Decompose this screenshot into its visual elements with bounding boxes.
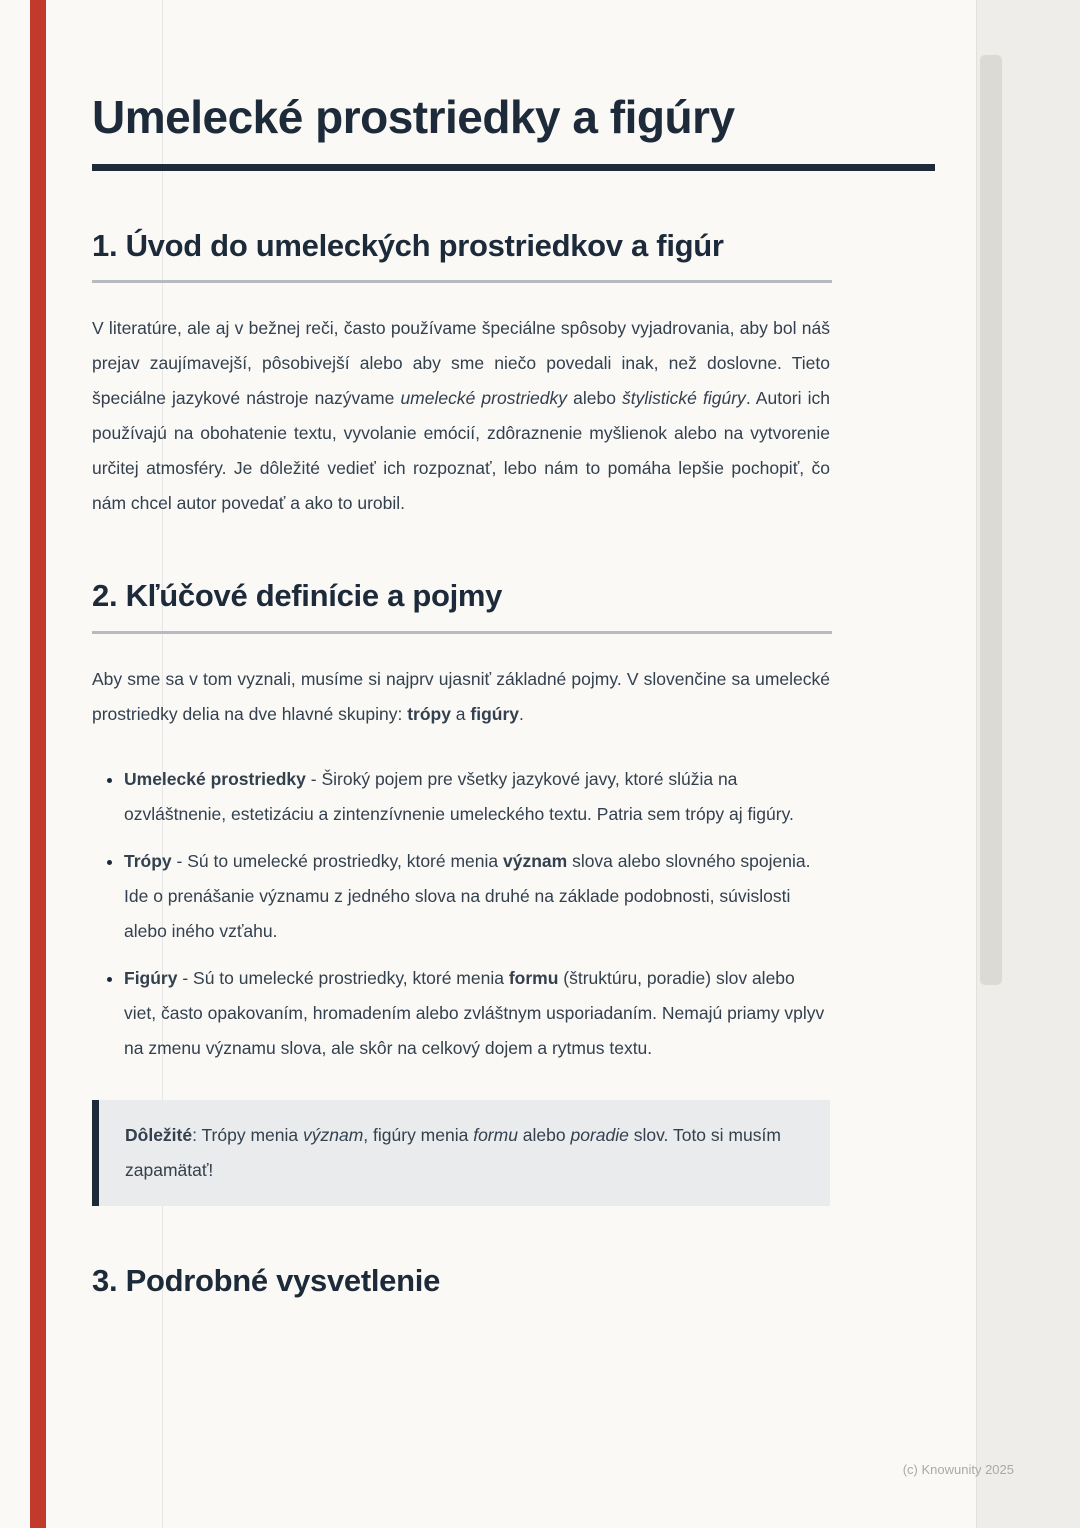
text-segment: Figúry bbox=[124, 968, 178, 989]
text-segment: formu bbox=[508, 968, 559, 989]
text-segment: význam bbox=[303, 1125, 364, 1146]
page-edge bbox=[976, 0, 1080, 1528]
important-callout bbox=[92, 1100, 830, 1206]
text-segment: . Autori ich používajú na obohatenie textu, vyvolanie emócií, zdôraznenie myšlienok alebo na vytvorenie určitej atmosféry. Je dôležité vedieť ich rozpoznať, lebo nám to pomáha lepšie pochopiť, čo nám chcel autor povedať a ako to urobil. bbox=[92, 388, 830, 514]
watermark: (c) Knowunity 2025 bbox=[902, 1462, 1014, 1477]
text-segment: slova alebo slovného spojenia. Ide o prenášanie významu z jedného slova na druhé na základe podobnosti, súvislosti alebo iného vzťahu. bbox=[124, 851, 811, 942]
text-segment: . bbox=[519, 704, 524, 725]
section-2-paragraph bbox=[92, 662, 830, 732]
section-1-divider bbox=[92, 280, 832, 283]
text-segment: Dôležité bbox=[125, 1125, 193, 1146]
section-1-paragraph bbox=[92, 311, 830, 521]
title-divider bbox=[92, 164, 935, 171]
text-segment: Umelecké prostriedky bbox=[124, 769, 306, 790]
document-title: Umelecké prostriedky a figúry bbox=[92, 91, 735, 143]
text-segment: alebo bbox=[567, 388, 623, 409]
list-item-umelecke-prostriedky bbox=[124, 762, 830, 832]
text-segment: - Sú to umelecké prostriedky, ktoré menia bbox=[177, 968, 509, 989]
section-3-heading: 3. Podrobné vysvetlenie bbox=[92, 1263, 441, 1299]
text-segment: Trópy bbox=[124, 851, 172, 872]
text-segment: umelecké prostriedky bbox=[400, 388, 568, 409]
text-segment: formu bbox=[473, 1125, 518, 1146]
text-segment: , figúry menia bbox=[363, 1125, 474, 1146]
text-segment: a bbox=[450, 704, 471, 725]
scrollbar[interactable] bbox=[980, 55, 1002, 985]
text-segment: alebo bbox=[517, 1125, 571, 1146]
section-2-heading: 2. Kľúčové definície a pojmy bbox=[92, 578, 503, 614]
section-1-heading: 1. Úvod do umeleckých prostriedkov a figúr bbox=[92, 227, 724, 263]
text-segment: význam bbox=[503, 851, 568, 872]
text-segment: (štruktúru, poradie) slov alebo viet, často opakovaním, hromadením alebo zvláštnym usporiadaním. Nemajú priamy vplyv na zmenu významu slova, ale skôr na celkový dojem a rytmus textu. bbox=[124, 968, 825, 1059]
text-segment: - Široký pojem pre všetky jazykové javy, ktoré slúžia na ozvláštnenie, estetizáciu a zintenzívnenie umeleckého textu. Patria sem trópy aj figúry. bbox=[124, 769, 794, 825]
text-segment: slov. Toto si musím zapamätať! bbox=[125, 1125, 781, 1181]
section-2-divider bbox=[92, 631, 832, 634]
text-segment: Aby sme sa v tom vyznali, musíme si najprv ujasniť základné pojmy. V slovenčine sa umelecké prostriedky delia na dve hlavné skupiny: bbox=[92, 669, 830, 725]
text-segment: : Trópy menia bbox=[192, 1125, 303, 1146]
text-segment: trópy bbox=[407, 704, 451, 725]
definitions-list bbox=[92, 762, 830, 1066]
list-item-figury bbox=[124, 961, 830, 1066]
text-segment: V literatúre, ale aj v bežnej reči, často používame špeciálne spôsoby vyjadrovania, aby bol náš prejav zaujímavejší, pôsobivejší alebo aby sme niečo povedali inak, než doslovne. Tieto špeciálne jazykové nástroje nazývame bbox=[92, 318, 830, 409]
list-item-tropy bbox=[124, 844, 830, 949]
text-segment: - Sú to umelecké prostriedky, ktoré menia bbox=[171, 851, 503, 872]
text-segment: štylistické figúry bbox=[622, 388, 746, 409]
text-segment: poradie bbox=[570, 1125, 629, 1146]
text-segment: figúry bbox=[470, 704, 520, 725]
